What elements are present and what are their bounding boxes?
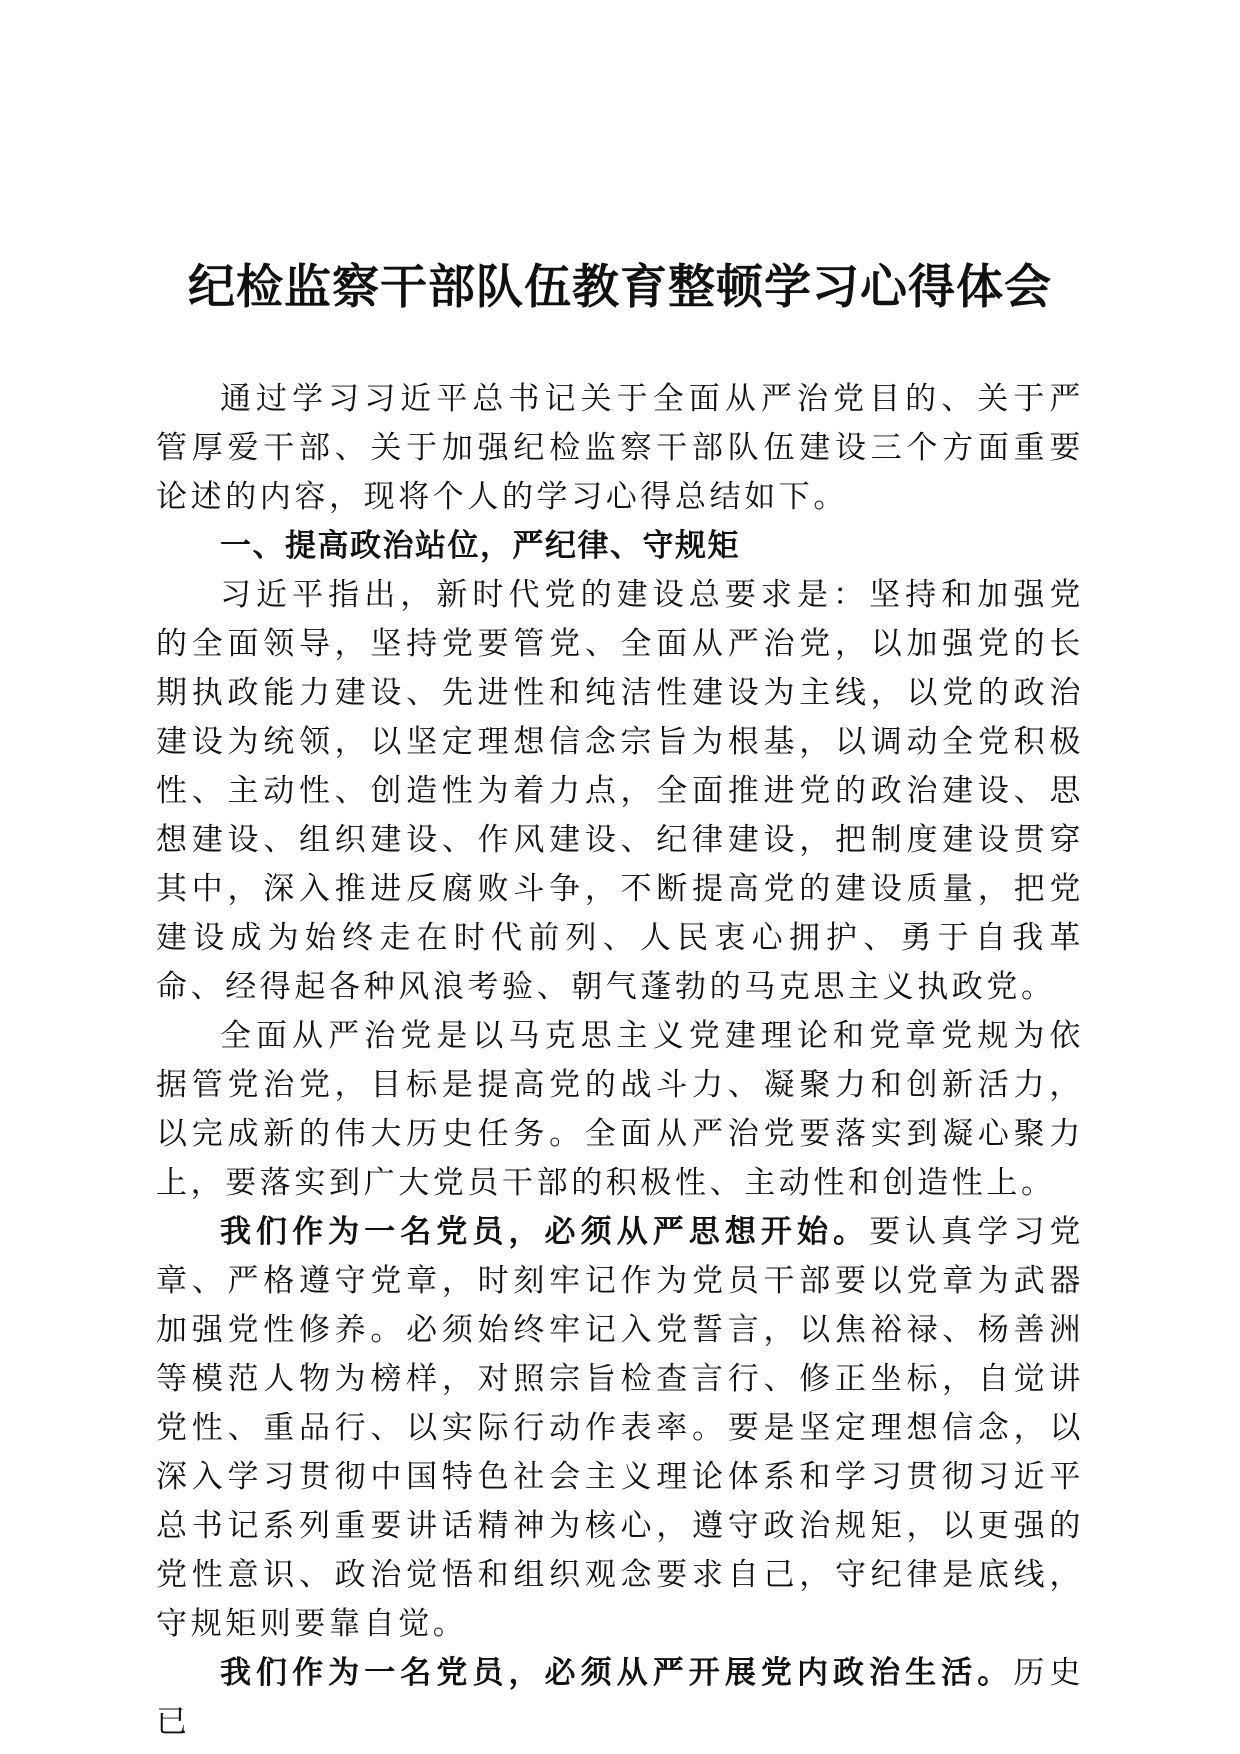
section-heading-1: 一、提高政治站位，严纪律、守规矩 xyxy=(220,528,740,564)
paragraph-body-text: 要认真学习党章、严格遵守党章，时刻牢记作为党员干部要以党章为武器加强党性修养。必须始终牢记入党誓言，以焦裕禄、杨善洲等模范人物为榜样，对照宗旨检查言行、修正坐标，自觉讲党性、重品行、以实际行动作表率。要是坚定理想信念，以深入学习贯彻中国特色社会主义理论体系和学习贯彻习近平总书记系列重要讲话精神为核心，遵守政治规矩，以更强的党性意识、政治觉悟和组织观念要求自己，守纪律是底线，守规矩则要靠自觉。 xyxy=(156,1214,1084,1642)
paragraph-political-life xyxy=(156,1649,1084,1747)
paragraph-intro: 通过学习习近平总书记关于全面从严治党目的、关于严管厚爱干部、关于加强纪检监察干部队伍建设三个方面重要论述的内容，现将个人的学习心得总结如下。 xyxy=(156,381,1084,515)
paragraph-body-text: 历史已 xyxy=(156,1655,1085,1740)
paragraph-lead-bold: 我们作为一名党员，必须从严思想开始。 xyxy=(220,1214,870,1250)
paragraph-lead-bold: 我们作为一名党员，必须从严开展党内政治生活。 xyxy=(220,1655,1014,1691)
paragraph-strict-thinking xyxy=(156,1208,1084,1649)
paragraph-strict-governance: 全面从严治党是以马克思主义党建理论和党章党规为依据管党治党，目标是提高党的战斗力、凝聚力和创新活力，以完成新的伟大历史任务。全面从严治党要落实到凝心聚力上，要落实到广大党员干部的积极性、主动性和创造性上。 xyxy=(156,1018,1084,1201)
document-body xyxy=(156,375,1084,1747)
paragraph-party-building: 习近平指出，新时代党的建设总要求是：坚持和加强党的全面领导，坚持党要管党、全面从严治党，以加强党的长期执政能力建设、先进性和纯洁性建设为主线，以党的政治建设为统领，以坚定理想信念宗旨为根基，以调动全党积极性、主动性、创造性为着力点，全面推进党的政治建设、思想建设、组织建设、作风建设、纪律建设，把制度建设贯穿其中，深入推进反腐败斗争，不断提高党的建设质量，把党建设成为始终走在时代前列、人民衷心拥护、勇于自我革命、经得起各种风浪考验、朝气蓬勃的马克思主义执政党。 xyxy=(156,577,1084,1005)
document-title: 纪检监察干部队伍教育整顿学习心得体会 xyxy=(188,260,1052,315)
